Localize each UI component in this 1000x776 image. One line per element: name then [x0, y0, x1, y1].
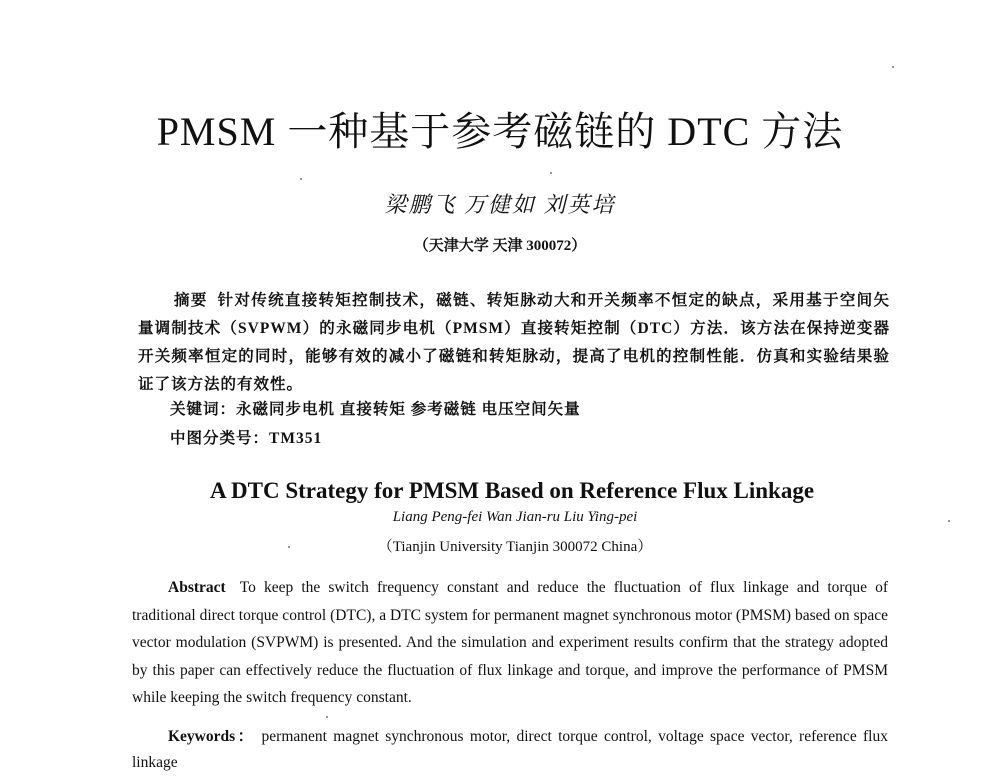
chinese-affiliation: （天津大学 天津 300072） [413, 238, 587, 254]
scan-speck [892, 66, 894, 68]
english-abstract [132, 574, 888, 712]
english-abstract-label: Abstract [168, 579, 226, 596]
chinese-keywords-text: 永磁同步电机 直接转矩 参考磁链 电压空间矢量 [236, 401, 581, 418]
scan-speck [550, 172, 552, 174]
english-authors: Liang Peng-fei Wan Jian-ru Liu Ying-pei [392, 509, 638, 525]
chinese-abstract [138, 287, 890, 399]
english-title: A DTC Strategy for PMSM Based on Reference Flux Linkage [209, 478, 815, 503]
chinese-keywords [170, 397, 581, 419]
english-keywords-text: permanent magnet synchronous motor, direct torque control, voltage space vector, reference flux linkage [132, 728, 888, 771]
english-affiliation: （Tianjin University Tianjin 300072 China） [377, 539, 653, 555]
scan-speck [300, 178, 302, 180]
scan-speck [948, 520, 950, 522]
chinese-keywords-label: 关键词： [170, 401, 237, 418]
scan-speck [326, 716, 328, 718]
chinese-abstract-text: 针对传统直接转矩控制技术，磁链、转矩脉动大和开关频率不恒定的缺点，采用基于空间矢量调制技术（SVPWM）的永磁同步电机（PMSM）直接转矩控制（DTC）方法．该方法在保持逆变器开关频率恒定的同时，能够有效的减小了磁链和转矩脉动，提高了电机的控制性能．仿真和实验结果验证了该方法的有效性。 [138, 292, 890, 393]
chinese-abstract-label: 摘要 [174, 292, 208, 309]
classification-label: 中图分类号： [170, 430, 270, 447]
english-keywords [132, 724, 888, 776]
english-abstract-text: To keep the switch frequency constant and reduce the fluctuation of flux linkage and torque of traditional direct torque control (DTC), a DTC system for permanent magnet synchronous motor (PMSM) based on space vector modulation (SVPWM) is presented. And the simulation and experiment results confirm that the strategy adopted by this paper can effectively reduce the fluctuation of flux linkage and torque, and improve the performance of PMSM while keeping the switch frequency constant. [132, 579, 888, 706]
chinese-classification-number [170, 426, 322, 448]
scan-speck [288, 546, 290, 548]
classification-value: TM351 [269, 430, 323, 447]
chinese-authors: 梁鹏飞 万健如 刘英培 [384, 192, 616, 217]
chinese-title: PMSM 一种基于参考磁链的 DTC 方法 [156, 109, 844, 154]
english-keywords-label: Keywords： [168, 728, 256, 745]
